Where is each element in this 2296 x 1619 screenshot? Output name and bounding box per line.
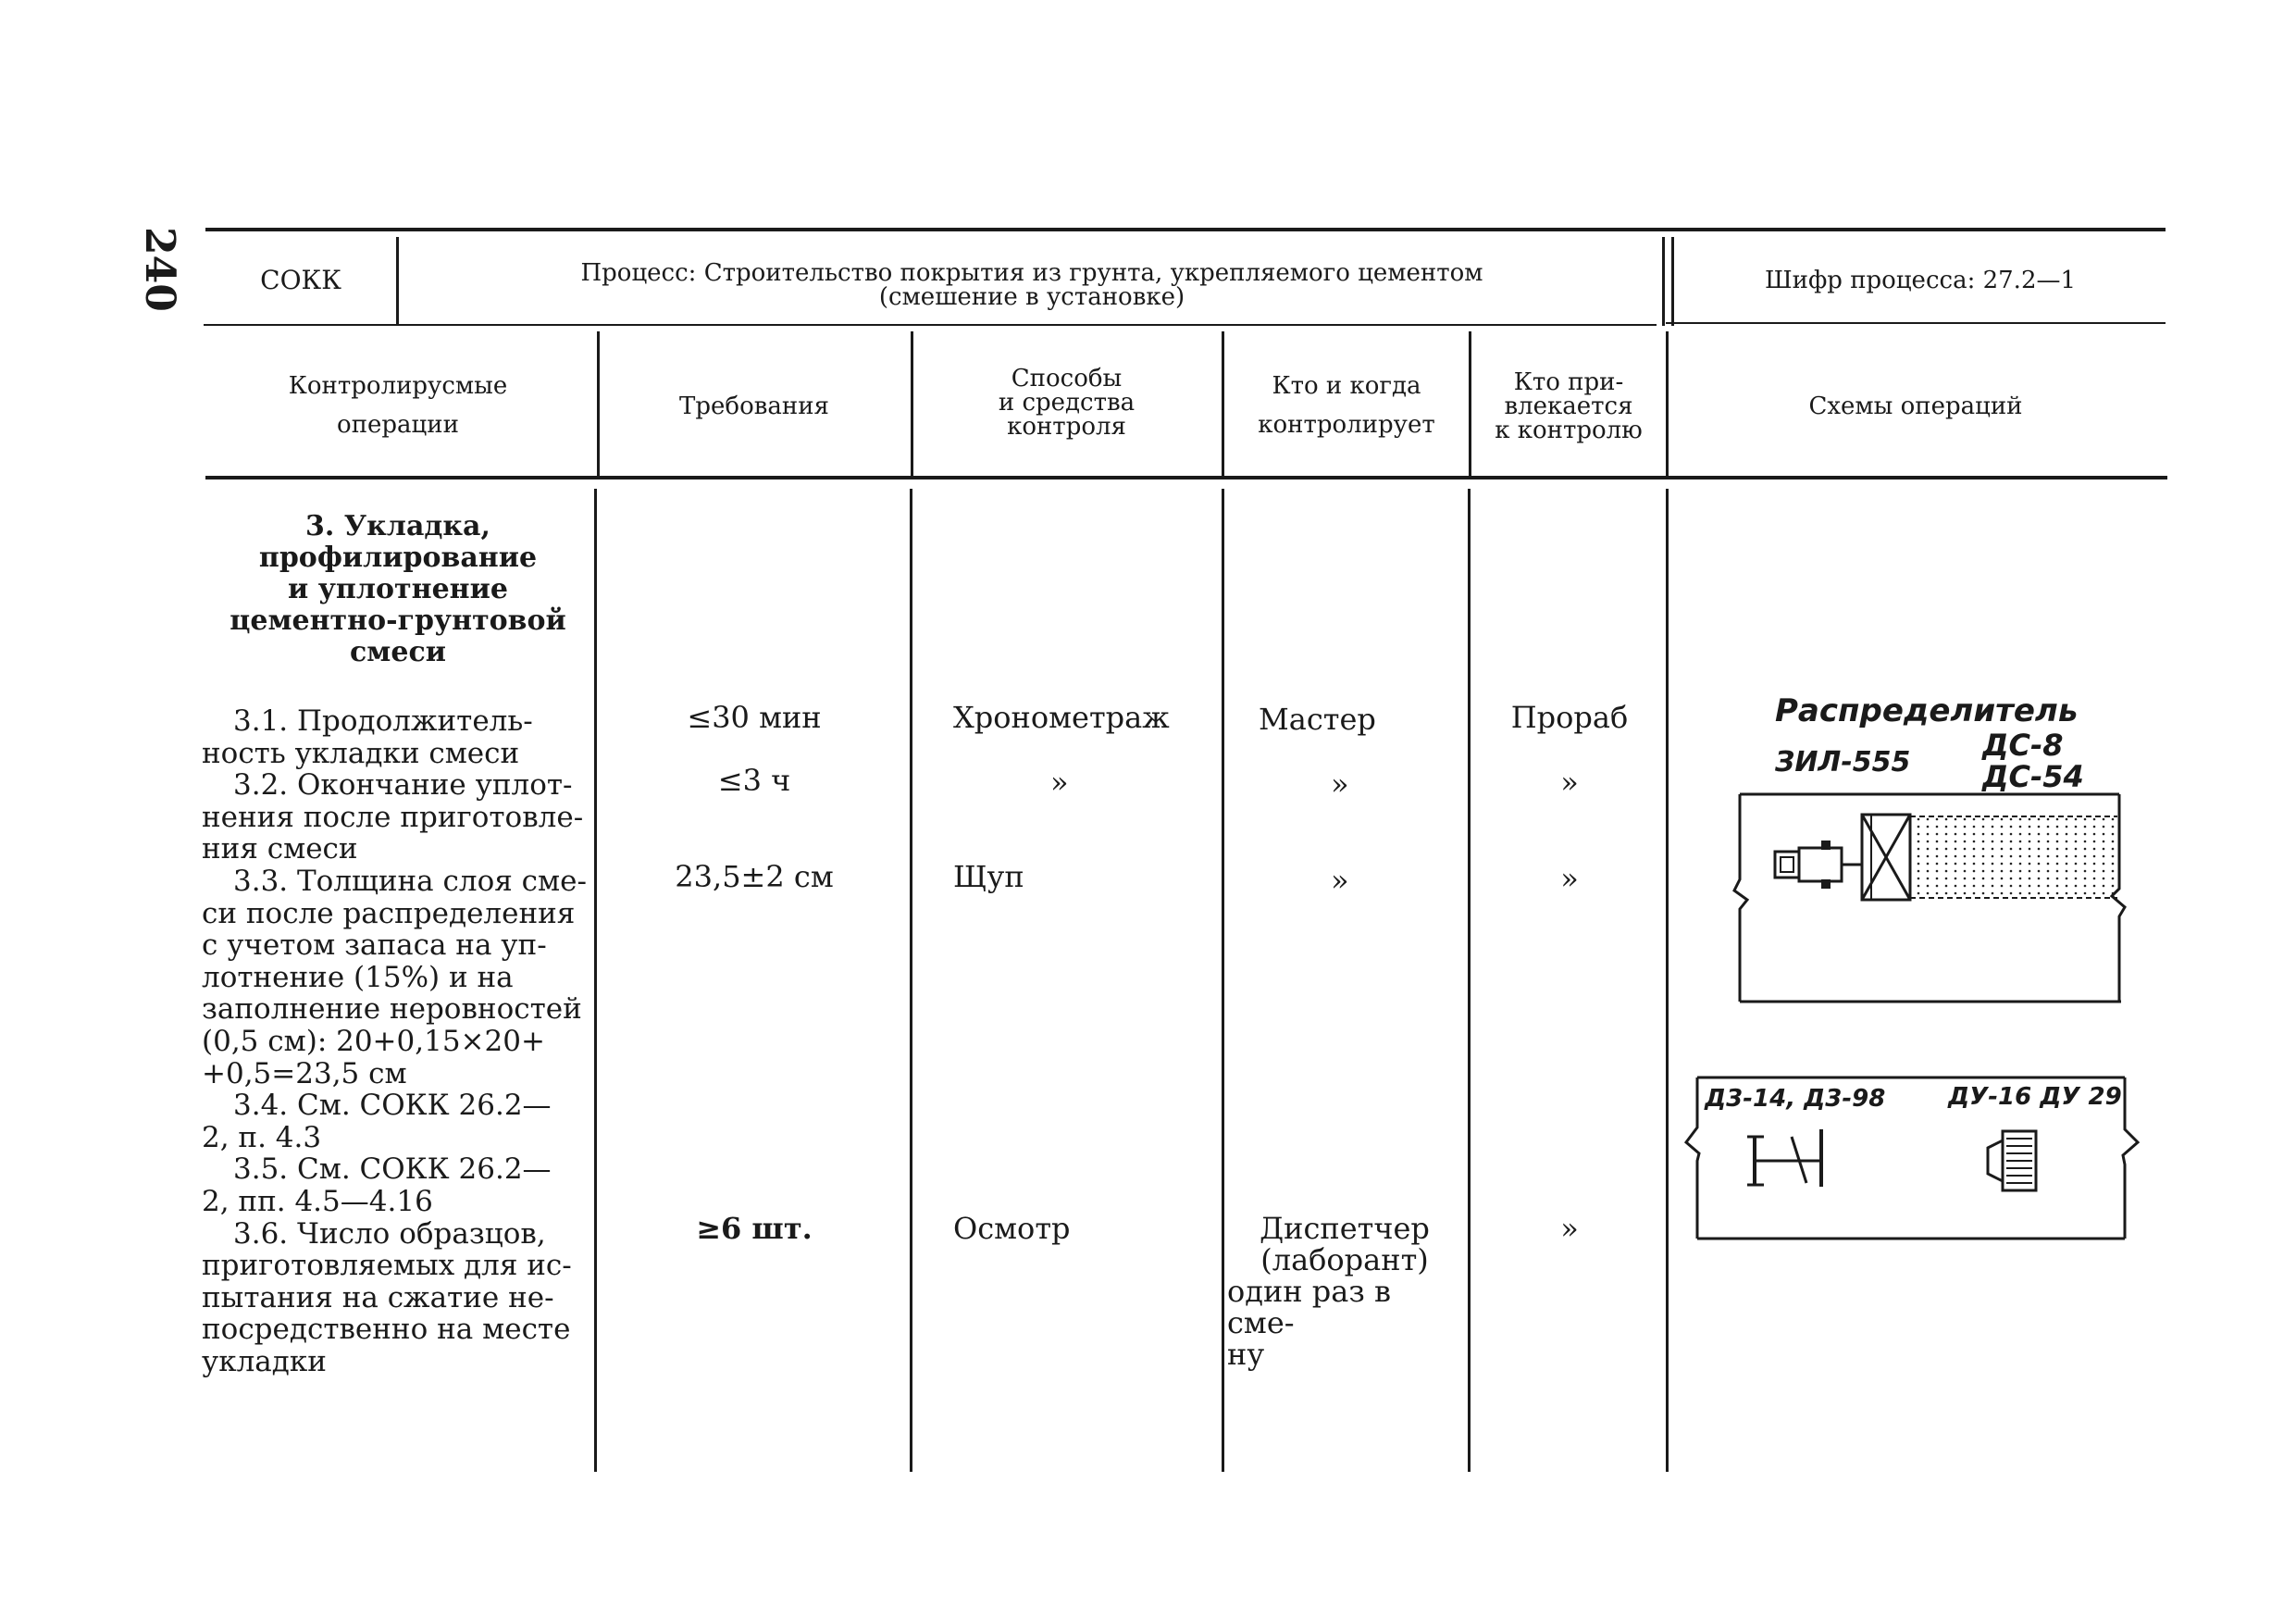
operation-3-4 — [202, 1090, 587, 1153]
operation-3-4-l1: 3.4. См. СОКК 26.2— — [233, 1089, 552, 1123]
operation-3-3-l6: (0,5 см): 20+0,15×20+ — [202, 1024, 545, 1058]
who-3-6-l4: ну — [1227, 1337, 1265, 1372]
requirement-3-1: ≤30 мин — [687, 700, 822, 735]
section-title-l5: смеси — [350, 636, 446, 668]
section-title-l2: профилирование — [258, 542, 538, 574]
requirement-3-6: ≥6 шт. — [696, 1211, 813, 1246]
col-header-methods — [921, 367, 1212, 439]
section-title-l1: 3. Укладка, — [305, 510, 490, 542]
col-header-involved-l2: влекается — [1504, 392, 1633, 420]
col-header-who-when — [1231, 367, 1462, 444]
operation-3-3-l4: лотнение (15%) и на — [202, 960, 514, 994]
column-header-bottom-rule — [205, 476, 2167, 479]
scheme-label-distributor: Распределитель — [1775, 692, 2079, 729]
operation-3-2-l2: нения после приготовле- — [202, 800, 584, 834]
header-sep-1 — [396, 237, 399, 324]
scheme-label-zil555: ЗИЛ-555 — [1775, 746, 1911, 778]
operation-3-5-l1: 3.5. См. СОКК 26.2— — [233, 1152, 552, 1187]
operation-3-3-l2: си после распределения — [202, 896, 576, 930]
operation-3-6-l1: 3.6. Число образцов, — [233, 1216, 546, 1251]
col-header-who-when-l2: контролирует — [1258, 411, 1435, 439]
col-header-requirements: Требования — [679, 392, 829, 420]
operation-3-3 — [202, 866, 587, 1090]
who-3-1: Мастер — [1259, 702, 1376, 737]
operation-3-3-l1: 3.3. Толщина слоя сме- — [233, 864, 587, 898]
section-title-l3: и уплотнение — [288, 573, 508, 605]
col-header-who-when-l1: Кто и когда — [1272, 372, 1421, 400]
involved-3-3: » — [1560, 861, 1579, 896]
operation-3-2 — [202, 769, 587, 866]
process-title-line2: (смешение в установке) — [878, 283, 1185, 311]
col-sep-1 — [597, 331, 600, 476]
header-sep-2 — [1662, 237, 1665, 326]
top-rule — [205, 228, 2166, 231]
scheme-label-ds8: ДС-8 — [1982, 728, 2064, 763]
process-code: Шифр процесса: 27.2—1 — [1764, 267, 2077, 294]
col-header-methods-l1: Способы — [1011, 365, 1123, 392]
operation-3-3-l7: +0,5=23,5 см — [202, 1056, 407, 1090]
operation-3-3-l3: с учетом запаса на уп- — [202, 928, 547, 963]
col-sep-2 — [911, 331, 913, 476]
col-header-operations-l1: Контролирусмые — [288, 372, 508, 400]
operation-3-1 — [202, 705, 587, 769]
section-title — [213, 511, 583, 668]
scheme-label-du: ДУ-16 ДУ 29 — [1948, 1083, 2122, 1111]
header-sep-2b — [1671, 237, 1674, 326]
col-header-operations-l2: операции — [337, 411, 459, 439]
body-sep-4 — [1468, 489, 1471, 1472]
operation-3-6 — [202, 1218, 587, 1378]
method-3-3: Щуп — [953, 859, 1024, 894]
operation-3-5-l2: 2, пп. 4.5—4.16 — [202, 1184, 433, 1218]
method-3-6: Осмотр — [953, 1211, 1071, 1246]
involved-3-6: » — [1560, 1211, 1579, 1246]
who-3-3: » — [1331, 863, 1349, 898]
operation-3-4-l2: 2, п. 4.3 — [202, 1120, 322, 1154]
operation-3-1-l1: 3.1. Продолжитель- — [233, 704, 533, 738]
col-header-schemes: Схемы операций — [1808, 392, 2023, 420]
col-sep-4 — [1469, 331, 1471, 476]
doc-code: СОКК — [260, 265, 341, 295]
body-sep-2 — [910, 489, 912, 1472]
who-3-2: » — [1331, 766, 1349, 802]
process-title — [416, 261, 1647, 309]
scheme-label-rollers: Д3-14, Д3-98 — [1705, 1085, 1886, 1113]
involved-3-2: » — [1560, 765, 1579, 800]
col-header-methods-l3: контроля — [1007, 413, 1126, 441]
method-3-2: » — [1050, 765, 1069, 800]
operation-3-6-l4: посредственно на месте — [202, 1313, 571, 1347]
col-header-operations — [213, 367, 583, 444]
col-header-involved-l3: к контролю — [1495, 417, 1643, 444]
body-sep-1 — [594, 489, 597, 1472]
operation-3-1-l2: ность укладки смеси — [202, 736, 520, 770]
col-header-involved-l1: Кто при- — [1513, 368, 1624, 396]
col-header-involved — [1476, 370, 1661, 442]
operation-3-3-l5: заполнение неровностей — [202, 992, 582, 1027]
involved-3-1: Прораб — [1510, 700, 1629, 735]
header-divider-right — [1666, 322, 2166, 324]
body-sep-5 — [1666, 489, 1669, 1472]
scheme-label-ds54: ДС-54 — [1982, 759, 2084, 794]
who-3-6 — [1223, 1213, 1466, 1370]
header-divider — [204, 324, 1657, 326]
who-3-6-l3: один раз в сме- — [1227, 1274, 1391, 1340]
who-3-6-l2: (лаборант) — [1260, 1242, 1429, 1277]
requirement-3-2: ≤3 ч — [717, 763, 791, 798]
operation-3-2-l1: 3.2. Окончание уплот- — [233, 768, 573, 803]
col-sep-3 — [1222, 331, 1224, 476]
scheme-distributor-diagram — [1712, 787, 2128, 1009]
who-3-6-l1: Диспетчер — [1260, 1211, 1430, 1246]
operation-3-6-l2: приготовляемых для ис- — [202, 1249, 572, 1283]
section-title-l4: цементно-грунтовой — [230, 604, 566, 637]
operations-list — [202, 705, 587, 1377]
col-header-methods-l2: и средства — [998, 389, 1136, 417]
col-sep-5 — [1666, 331, 1669, 476]
requirement-3-3: 23,5±2 см — [675, 859, 834, 894]
operation-3-5 — [202, 1153, 587, 1217]
process-title-line1: Процесс: Строительство покрытия из грунта, укрепляемого цементом — [580, 259, 1483, 287]
operation-3-6-l3: пытания на сжатие не- — [202, 1280, 554, 1314]
page-number: 240 — [136, 227, 183, 312]
operation-3-2-l3: ния смеси — [202, 832, 358, 866]
operation-3-6-l5: укладки — [202, 1344, 327, 1378]
method-3-1: Хронометраж — [953, 700, 1170, 735]
